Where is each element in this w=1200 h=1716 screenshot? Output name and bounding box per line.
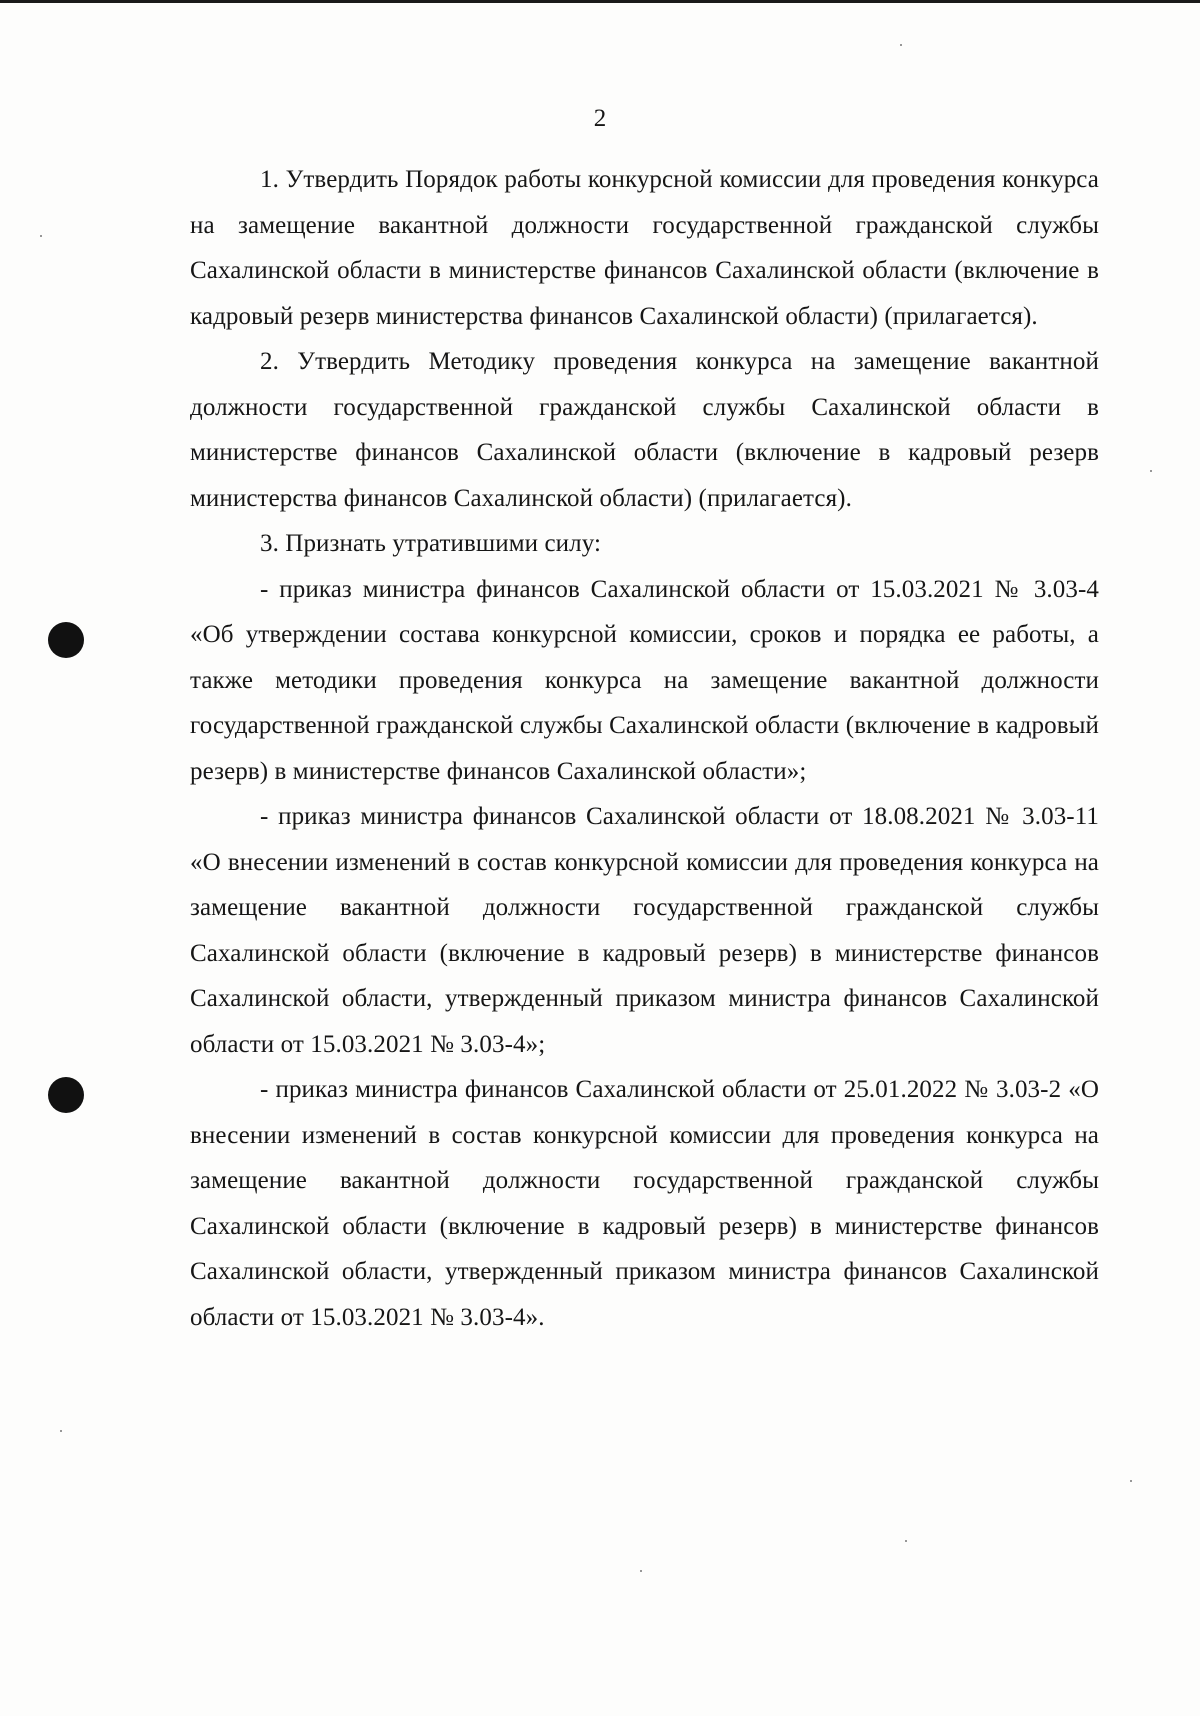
paragraph-item-3: 3. Признать утратившими силу: bbox=[260, 530, 602, 557]
scan-speck bbox=[905, 1540, 907, 1542]
page-number: 2 bbox=[593, 105, 607, 132]
scan-speck bbox=[60, 1430, 62, 1432]
scan-speck bbox=[640, 1570, 642, 1572]
paragraph-item-2: 2. Утвердить Методику проведения конкурса на замещение вакантной должности государственной гражданской службы Сахалинской области в министерстве финансов Сахалинской области (включение в кадровый резерв министерства финансов Сахалинской области) (прилагается). bbox=[190, 348, 1099, 512]
scan-speck bbox=[900, 44, 902, 46]
document-body bbox=[190, 157, 1099, 1340]
paragraph-repeal-3: - приказ министра финансов Сахалинской области от 25.01.2022 № 3.03-2 «О внесении изменений в состав конкурсной комиссии для проведения конкурса на замещение вакантной должности государственной гражданской службы Сахалинской области (включение в кадровый резерв) в министерстве финансов Сахалинской области, утвержденный приказом министра финансов Сахалинской области от 15.03.2021 № 3.03-4». bbox=[190, 1076, 1099, 1331]
scan-speck bbox=[1130, 1480, 1132, 1482]
punch-hole-mark bbox=[48, 622, 84, 658]
paragraph-repeal-2: - приказ министра финансов Сахалинской области от 18.08.2021 № 3.03-11 «О внесении изменений в состав конкурсной комиссии для проведения конкурса на замещение вакантной должности государственной гражданской службы Сахалинской области (включение в кадровый резерв) в министерстве финансов Сахалинской области, утвержденный приказом министра финансов Сахалинской области от 15.03.2021 № 3.03-4»; bbox=[190, 803, 1099, 1058]
scan-speck bbox=[40, 235, 42, 237]
paragraph-repeal-1: - приказ министра финансов Сахалинской области от 15.03.2021 № 3.03-4 «Об утверждении состава конкурсной комиссии, сроков и порядка ее работы, а также методики проведения конкурса на замещение вакантной должности государственной гражданской службы Сахалинской области (включение в кадровый резерв) в министерстве финансов Сахалинской области»; bbox=[190, 575, 1099, 785]
page-top-edge bbox=[0, 0, 1200, 3]
scan-speck bbox=[1150, 470, 1152, 472]
punch-hole-mark bbox=[48, 1077, 84, 1113]
paragraph-item-1: 1. Утвердить Порядок работы конкурсной комиссии для проведения конкурса на замещение вакантной должности государственной гражданской службы Сахалинской области в министерстве финансов Сахалинской области (включение в кадровый резерв министерства финансов Сахалинской области) (прилагается). bbox=[190, 166, 1099, 330]
